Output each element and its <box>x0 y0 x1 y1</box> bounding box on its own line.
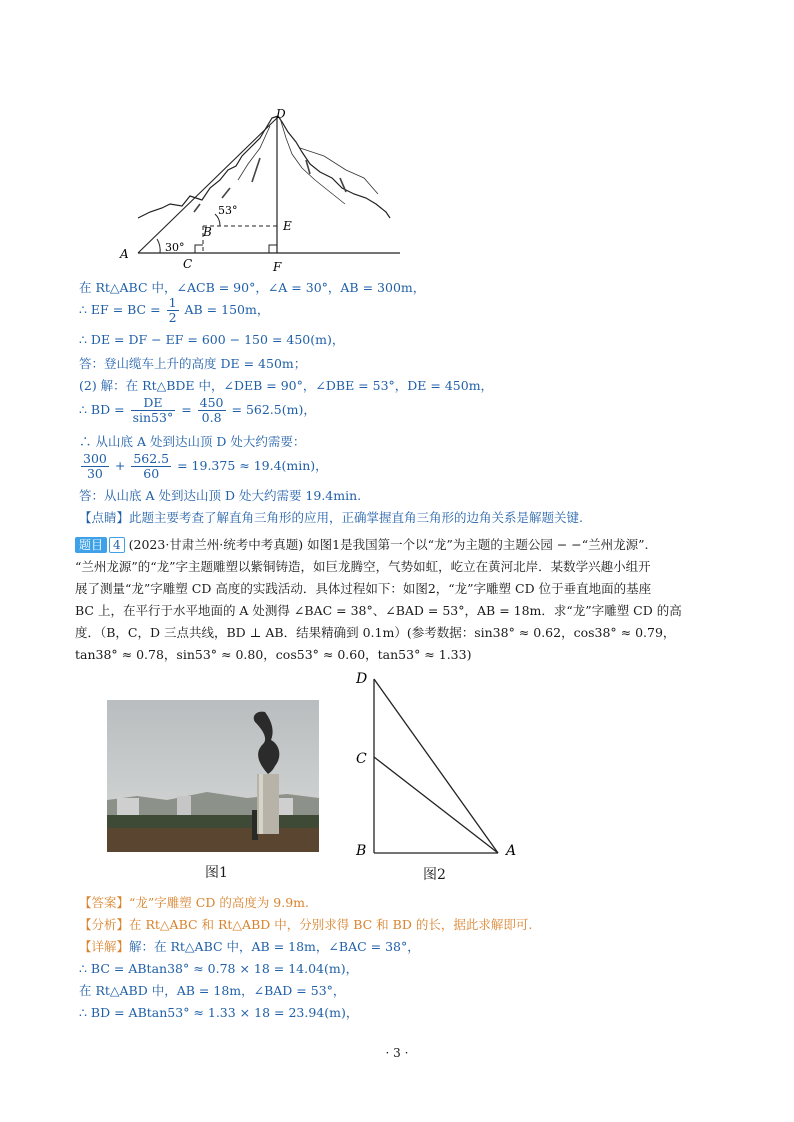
detail-line-3: 在 Rt△ABD 中，AB = 18m，∠BAD = 53°， <box>79 983 346 998</box>
sol-line-8 <box>79 452 328 481</box>
detail-tag: 【详解】 <box>79 939 130 954</box>
problem-4-line-5: 度．（B，C，D 三点共线，BD ⊥ AB．结果精确到 0.1m）(参考数据：sin38° ≈ 0.62，cos38° ≈ 0.79， <box>75 625 676 640</box>
detail-line-4: ∴ BD = ABtan53° ≈ 1.33 × 18 = 23.94(m)， <box>79 1005 359 1020</box>
frac-den: 30 <box>86 466 103 481</box>
sol-line-5: (2) 解：在 Rt△BDE 中，∠DEB = 90°，∠DBE = 53°，DE = 450m， <box>79 378 494 393</box>
mountain-figure <box>110 108 410 273</box>
angle-53-label: 53° <box>218 204 238 217</box>
frac-num: 450 <box>199 395 224 410</box>
page-number: · 3 · <box>385 1046 409 1060</box>
answer-line <box>79 893 309 913</box>
sol-line-2 <box>79 296 269 325</box>
fig1-caption: 图1 <box>205 865 228 881</box>
sol-line-8-post: = 19.375 ≈ 19.4(min)， <box>177 458 328 473</box>
label-D: D <box>276 108 286 121</box>
problem-number: 4 <box>109 537 125 553</box>
sol-line-6-post: = 562.5(m)， <box>231 402 316 417</box>
comment-text: 此题主要考查了解直角三角形的应用，正确掌握直角三角形的边角关系是解题关键. <box>129 510 583 525</box>
sol-line-1: 在 Rt△ABC 中，∠ACB = 90°，∠A = 30°，AB = 300m， <box>79 280 426 295</box>
problem-4-text-1: (2023·甘肃兰州·统考中考真题) 如图1是我国第一个以“龙”为主题的主题公园 − −“兰州龙源”. <box>128 537 649 552</box>
detail-line <box>79 937 420 957</box>
frac-den: 60 <box>143 466 160 481</box>
label-A: A <box>120 247 129 261</box>
analysis-tag: 【分析】 <box>79 917 130 932</box>
problem-4 <box>75 534 725 666</box>
sol-line-10 <box>79 508 583 528</box>
sol-line-4: 答：登山缆车上升的高度 DE = 450m； <box>79 356 307 371</box>
detail-line-2: ∴ BC = ABtan38° ≈ 0.78 × 18 = 14.04(m)， <box>79 961 359 976</box>
label-C: C <box>183 257 193 271</box>
fig2-caption: 图2 <box>423 867 446 883</box>
fig2-label-D: D <box>356 671 368 687</box>
fraction-de-sin <box>131 396 176 425</box>
sol-line-9: 答：从山底 A 处到达山顶 D 处大约需要 19.4min. <box>79 488 362 503</box>
detail-text: 解：在 Rt△ABC 中，AB = 18m，∠BAC = 38°， <box>129 939 420 954</box>
problem-4-line-3: 展了测量“龙”字雕塑 CD 高度的实践活动．具体过程如下：如图2，“龙”字雕塑 CD 位于垂直地面的基座 <box>75 581 652 596</box>
frac-num: 300 <box>83 451 107 466</box>
fraction-5625 <box>131 452 171 481</box>
sol-line-6 <box>79 396 316 425</box>
fig2-label-B: B <box>356 843 367 859</box>
equals-sign: = <box>181 402 192 417</box>
plus-sign: + <box>114 458 126 473</box>
label-B: B <box>203 225 212 239</box>
sol-line-3: ∴ DE = DF − EF = 600 − 150 = 450(m)， <box>79 332 345 347</box>
fig2-diagram <box>348 665 528 865</box>
analysis-line <box>79 915 532 935</box>
analysis-text: 在 Rt△ABC 和 Rt△ABD 中，分别求得 BC 和 BD 的长，据此求解即可. <box>129 917 533 932</box>
comment-tag: 【点睛】 <box>79 510 130 525</box>
sol-line-2-post: AB = 150m， <box>184 302 270 317</box>
problem-tag: 题目 <box>75 537 107 553</box>
fig1-photo <box>107 700 319 852</box>
frac-num: 1 <box>168 295 177 310</box>
answer-text: “龙”字雕塑 CD 的高度为 9.9m. <box>129 895 310 910</box>
frac-num: DE <box>131 396 176 411</box>
sol-line-2-pre: ∴ EF = BC = <box>79 302 161 317</box>
angle-30-label: 30° <box>165 241 185 254</box>
problem-4-line-6: tan38° ≈ 0.78，sin53° ≈ 0.80，cos53° ≈ 0.60，tan53° ≈ 1.33) <box>75 647 472 662</box>
frac-den: 0.8 <box>201 410 222 425</box>
problem-4-line-4: BC 上，在平行于水平地面的 A 处测得 ∠BAC = 38°、∠BAD = 53°，AB = 18m．求“龙”字雕塑 CD 的高 <box>75 603 682 618</box>
label-F: F <box>273 260 282 273</box>
sol-line-6-pre: ∴ BD = <box>79 402 125 417</box>
problem-4-line-2: “兰州龙源”的“龙”字主题雕塑以紫铜铸造，如巨龙腾空，气势如虹，屹立在黄河北岸．某数学兴趣小组开 <box>75 559 651 574</box>
fraction-450 <box>198 396 226 425</box>
sol-line-7: ∴ 从山底 A 处到达山顶 D 处大约需要： <box>79 434 306 449</box>
answer-tag: 【答案】 <box>79 895 130 910</box>
fig2-label-A: A <box>506 843 517 859</box>
frac-num: 562.5 <box>133 451 170 466</box>
label-E: E <box>283 219 292 233</box>
frac-den: sin53° <box>132 410 174 425</box>
fraction-half <box>167 296 179 325</box>
fig2-label-C: C <box>356 751 367 767</box>
fraction-300 <box>81 452 109 481</box>
frac-den: 2 <box>168 310 177 325</box>
problem-4-line-1 <box>75 534 725 556</box>
